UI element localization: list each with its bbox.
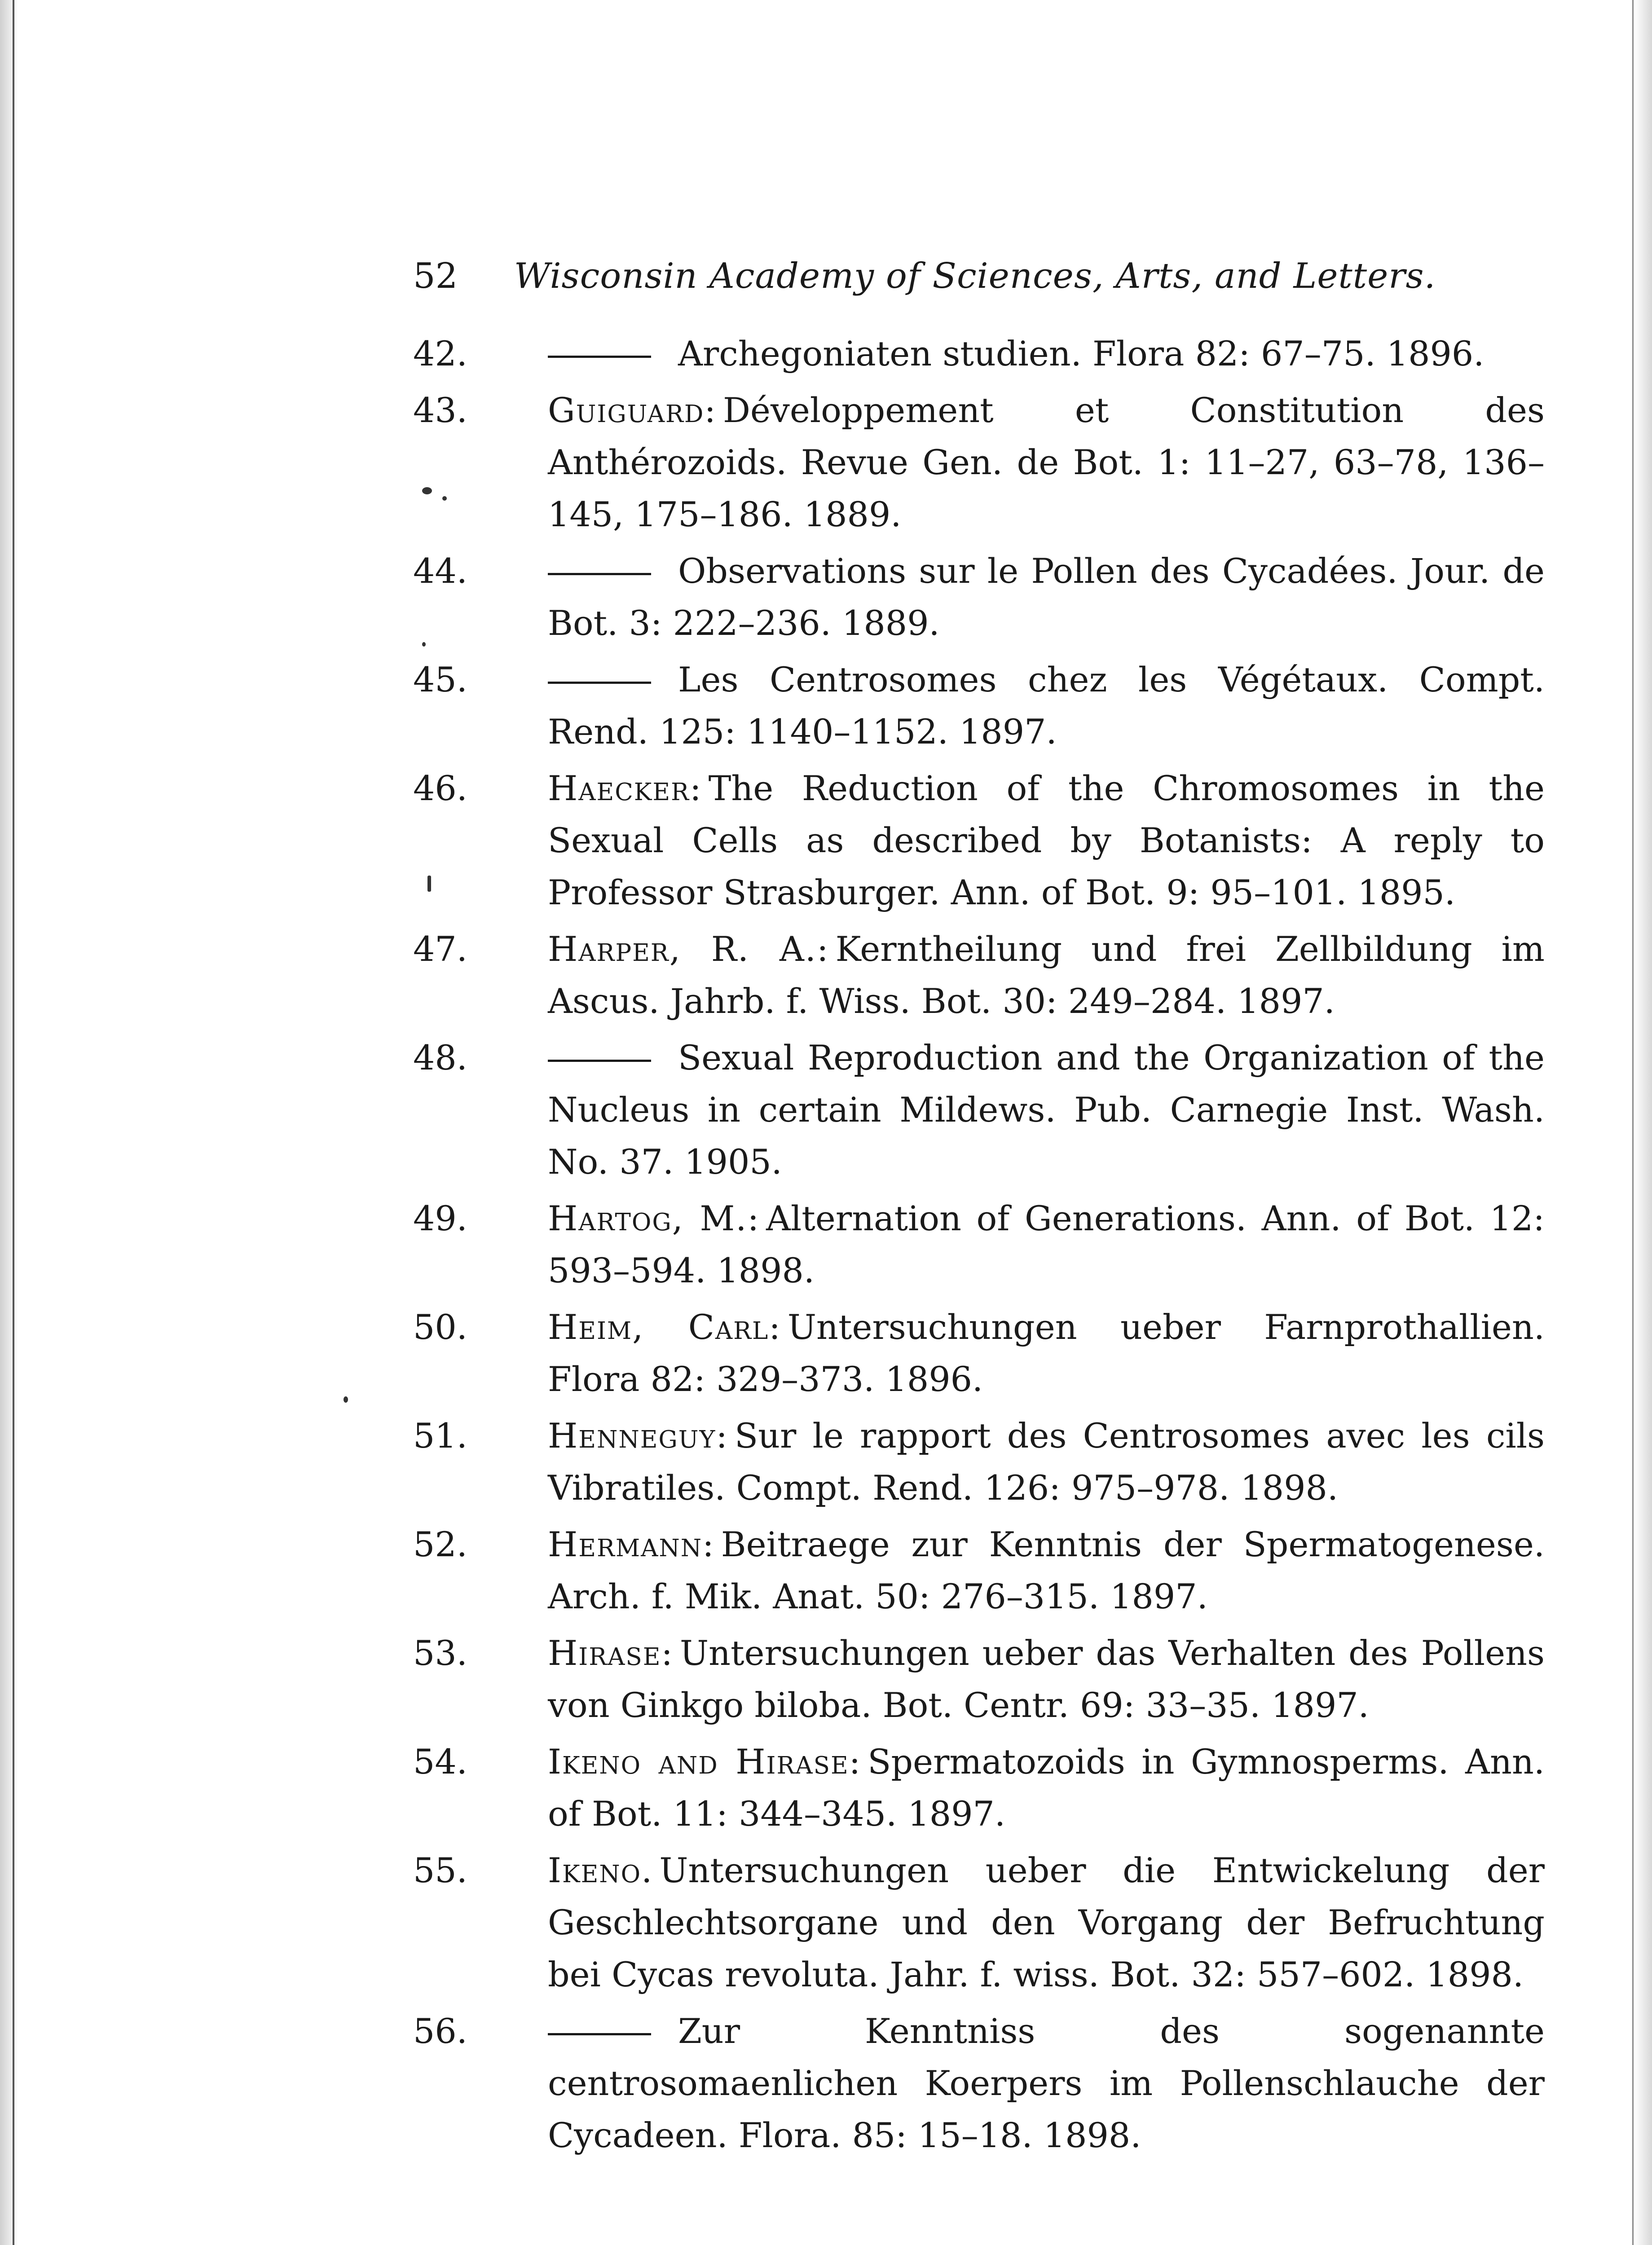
entry-body	[548, 1301, 1545, 1405]
entry-text: The Reduction of the Chromosomes in the Sexual Cells as described by Botanists: A reply to Professor Strasburger. Ann. of Bot. 9: 95–101. 1895.	[548, 768, 1545, 912]
entry-author: Hartog, M.	[548, 1198, 748, 1238]
entry-number: 50.	[413, 1307, 467, 1347]
bibliography-entry	[413, 328, 1545, 380]
author-separator: :	[661, 1633, 673, 1673]
entry-body	[548, 1627, 1545, 1731]
entry-body	[548, 1519, 1545, 1623]
entry-text: Spermatozoids in Gymnosperms. Ann. of Bot. 11: 344–345. 1897.	[548, 1742, 1545, 1834]
bibliography-entry	[413, 545, 1545, 649]
bibliography-entry	[413, 1844, 1545, 2001]
page-header	[413, 251, 1545, 301]
entry-number: 47.	[413, 929, 467, 969]
entry-number: 56.	[413, 2011, 467, 2051]
author-separator: :	[689, 768, 701, 808]
entry-text: Zur Kenntniss des sogenannte centrosomaenlichen Koerpers im Pollenschlauche der Cycadeen. Flora. 85: 15–18. 1898.	[548, 2011, 1545, 2155]
bibliography-entry	[413, 923, 1545, 1027]
entry-number: 44.	[413, 551, 467, 591]
bibliography-entry	[413, 1193, 1545, 1297]
entry-author: Heim, Carl	[548, 1307, 769, 1347]
entry-author: Ikeno and Hirase	[548, 1742, 849, 1782]
bibliography-entry	[413, 654, 1545, 758]
entry-text: Kerntheilung und frei Zellbildung im Ascus. Jahrb. f. Wiss. Bot. 30: 249–284. 1897.	[548, 929, 1545, 1021]
entry-body	[548, 923, 1545, 1027]
author-separator: :	[704, 390, 716, 430]
entry-number: 53.	[413, 1633, 467, 1673]
entry-body	[548, 1410, 1545, 1514]
entry-body	[548, 654, 1545, 758]
document-page	[413, 251, 1545, 2166]
entry-body	[548, 545, 1545, 649]
entry-body	[548, 1736, 1545, 1840]
entry-body	[548, 1032, 1545, 1188]
bibliography-entry	[413, 1301, 1545, 1405]
running-title: Wisconsin Academy of Sciences, Arts, and Letters.	[514, 256, 1436, 296]
bibliography-entry	[413, 2005, 1545, 2161]
entry-author: Henneguy	[548, 1416, 716, 1456]
entry-author: Ikeno	[548, 1850, 642, 1890]
entry-author: Hermann	[548, 1524, 703, 1564]
entry-body	[548, 2005, 1545, 2161]
entry-author: Haecker	[548, 768, 690, 808]
entry-body	[548, 1844, 1545, 2001]
entry-author: Guiguard	[548, 390, 705, 430]
entry-author: Hirase	[548, 1633, 661, 1673]
entry-number: 52.	[413, 1524, 467, 1564]
entry-text: Archegoniaten studien. Flora 82: 67–75. 1896.	[678, 334, 1485, 374]
entry-number: 42.	[413, 334, 467, 374]
entry-number: 46.	[413, 768, 467, 808]
author-separator: :	[716, 1416, 728, 1456]
author-separator: :	[747, 1198, 759, 1238]
entry-text: Untersuchungen ueber die Entwickelung der Geschlechtsorgane und den Vorgang der Befruchtung bei Cycas revoluta. Jahr. f. wiss. Bot. 32: 557–602. 1898.	[548, 1850, 1545, 1994]
entry-number: 49.	[413, 1198, 467, 1238]
bibliography-entry	[413, 384, 1545, 541]
entry-text: Sexual Reproduction and the Organization of the Nucleus in certain Mildews. Pub. Carnegie Inst. Wash. No. 37. 1905.	[548, 1038, 1545, 1182]
entry-body	[548, 762, 1545, 919]
page-number: 52	[413, 256, 458, 296]
ditto-dash	[548, 356, 651, 358]
entry-number: 54.	[413, 1742, 467, 1782]
bibliography-entry	[413, 1736, 1545, 1840]
author-separator: .	[641, 1850, 652, 1890]
bibliography-entry	[413, 1627, 1545, 1731]
entry-text: Les Centrosomes chez les Végétaux. Compt. Rend. 125: 1140–1152. 1897.	[548, 660, 1545, 752]
scan-edge-right	[1634, 0, 1652, 2245]
entry-body	[548, 1193, 1545, 1297]
bibliography-entry	[413, 762, 1545, 919]
author-separator: :	[816, 929, 828, 969]
ditto-dash	[548, 573, 651, 575]
ditto-dash	[548, 2033, 651, 2035]
entry-text: Beitraege zur Kenntnis der Spermatogenese. Arch. f. Mik. Anat. 50: 276–315. 1897.	[548, 1524, 1545, 1616]
author-separator: :	[769, 1307, 780, 1347]
ditto-dash	[548, 682, 651, 684]
bibliography-entry	[413, 1032, 1545, 1188]
entry-number: 51.	[413, 1416, 467, 1456]
bibliography-entry	[413, 1519, 1545, 1623]
entry-text: Développement et Constitution des Anthérozoids. Revue Gen. de Bot. 1: 11–27, 63–78, 136–145, 175–186. 1889.	[548, 390, 1545, 534]
entry-number: 43.	[413, 390, 467, 430]
entry-body	[548, 328, 1545, 380]
entry-text: Alternation of Generations. Ann. of Bot. 12: 593–594. 1898.	[548, 1198, 1545, 1290]
bibliography-list	[413, 328, 1545, 2161]
entry-number: 55.	[413, 1850, 467, 1890]
entry-text: Untersuchungen ueber Farnprothallien. Flora 82: 329–373. 1896.	[548, 1307, 1545, 1399]
entry-author: Harper, R. A.	[548, 929, 817, 969]
entry-text: Untersuchungen ueber das Verhalten des Pollens von Ginkgo biloba. Bot. Centr. 69: 33–35. 1897.	[548, 1633, 1545, 1725]
entry-text: Sur le rapport des Centrosomes avec les cils Vibratiles. Compt. Rend. 126: 975–978. 1898.	[548, 1416, 1545, 1508]
entry-body	[548, 384, 1545, 541]
author-separator: :	[702, 1524, 714, 1564]
entry-text: Observations sur le Pollen des Cycadées. Jour. de Bot. 3: 222–236. 1889.	[548, 551, 1545, 643]
entry-number: 48.	[413, 1038, 467, 1078]
author-separator: :	[849, 1742, 861, 1782]
ink-speck	[344, 1396, 348, 1403]
entry-number: 45.	[413, 660, 467, 700]
bibliography-entry	[413, 1410, 1545, 1514]
ditto-dash	[548, 1060, 651, 1062]
